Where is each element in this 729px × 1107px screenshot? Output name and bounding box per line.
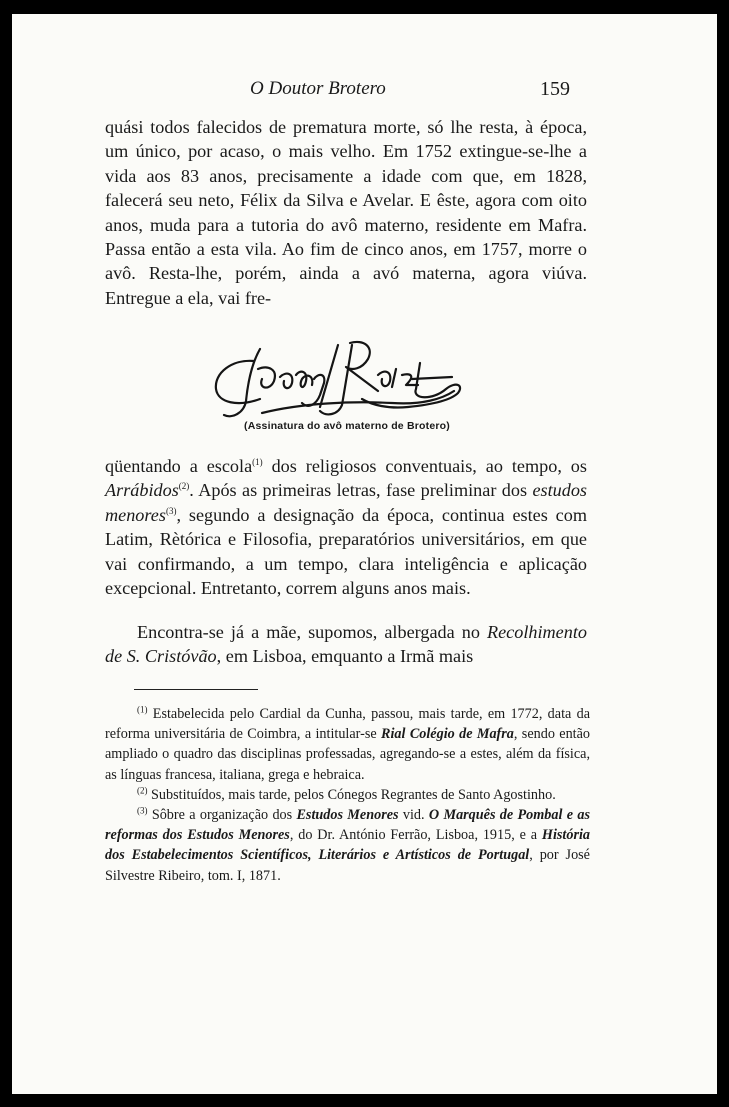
footnote-3-seg3: , do Dr. António Ferrão, Lisboa, 1915, e a bbox=[289, 827, 542, 844]
footnote-2 bbox=[105, 785, 590, 805]
footnote-ref-2[interactable]: (2) bbox=[178, 481, 190, 492]
running-title: O Doutor Brotero bbox=[250, 78, 386, 99]
arrabidos-term: Arrábidos bbox=[105, 480, 179, 501]
historia-title: História dos Estabelecimentos Scientíficos, Literários e Artísticos de Portugal bbox=[105, 827, 590, 864]
footnote-3-seg1: Sôbre a organização dos bbox=[147, 807, 297, 824]
paragraph-3 bbox=[105, 620, 587, 669]
footnote-1 bbox=[105, 704, 590, 785]
para2-seg1: qüentando a escola bbox=[105, 456, 253, 476]
footnote-2-mark: (2) bbox=[137, 785, 148, 796]
book-page bbox=[12, 14, 717, 1094]
signature-caption: (Assinatura do avô materno de Brotero) bbox=[244, 420, 450, 432]
paragraph-2-text bbox=[105, 454, 587, 600]
footnote-3 bbox=[105, 805, 590, 886]
footnote-2-text: Substituídos, mais tarde, pelos Cónegos Regrantes de Santo Agostinho. bbox=[147, 786, 556, 803]
paragraph-3-text bbox=[105, 620, 587, 669]
footnote-1-mark: (1) bbox=[137, 704, 148, 715]
page-number: 159 bbox=[540, 78, 570, 100]
paragraph-1-text: quási todos falecidos de prematura morte, só lhe resta, à época, um único, por acaso, o mais velho. Em 1752 extingue-se-lhe a vida aos 83 anos, precisamente a idade com que, em 1828, falecerá seu neto, Félix da Silva e Avelar. E êste, agora com oito anos, muda para a tutoria do avô materno, residente em Mafra. Passa então a esta vila. Ao fim de cinco anos, em 1757, morre o avô. Resta-lhe, porém, ainda a avó materna, agora viúva. Entregue a ela, vai fre- bbox=[105, 117, 587, 308]
para3-seg2: , em Lisboa, emquanto a Irmã mais bbox=[216, 646, 474, 667]
para2-seg2: dos religiosos conventuais, ao tempo, os bbox=[262, 456, 587, 476]
footnote-1-seg1: Estabelecida pelo Cardial da Cunha, passou, mais tarde, em 1772, data da reforma universitária de Coimbra, a intitular-se bbox=[105, 706, 590, 743]
marques-de-pombal-title: O Marquês de Pombal e as reformas dos Estudos Menores bbox=[105, 807, 590, 844]
estudos-menores-term: estudos menores bbox=[105, 480, 587, 525]
rial-colegio-term: Rial Colégio de Mafra bbox=[381, 726, 514, 743]
para3-seg1: Encontra-se já a mãe, supomos, albergada no bbox=[137, 622, 487, 642]
footnote-3-mark: (3) bbox=[137, 805, 148, 816]
recolhimento-term: Recolhimento de S. Cristóvão bbox=[105, 622, 587, 667]
footnote-divider bbox=[134, 689, 258, 690]
signature-text: Lopes Roiz bbox=[202, 316, 276, 333]
paragraph-1 bbox=[105, 115, 587, 310]
footnote-ref-1[interactable]: (1) bbox=[252, 456, 263, 467]
paragraph-2 bbox=[105, 454, 587, 600]
footnote-ref-3[interactable]: (3) bbox=[165, 505, 177, 516]
footnote-3-seg2: vid. bbox=[398, 807, 429, 824]
footnote-3-seg4: , por José Silvestre Ribeiro, tom. I, 1871. bbox=[105, 847, 590, 884]
footnotes bbox=[105, 704, 590, 886]
estudos-menores-title: Estudos Menores bbox=[296, 807, 399, 824]
para2-seg4: , segundo a designação da época, continua estes com Latim, Rètórica e Filosofia, preparatórios universitários, em que vai confirmando, a um tempo, clara inteligência e aplicação excepcional. Entretanto, correm alguns anos mais. bbox=[105, 504, 587, 599]
footnote-1-seg2: , sendo então ampliado o quadro das disciplinas professadas, agregando-se a estes, além da física, as línguas francesa, italiana, grega e hebraica. bbox=[105, 726, 590, 783]
signature-image bbox=[202, 316, 472, 419]
para2-seg3: . Após as primeiras letras, fase preliminar dos bbox=[189, 480, 533, 501]
page-header bbox=[12, 78, 717, 108]
